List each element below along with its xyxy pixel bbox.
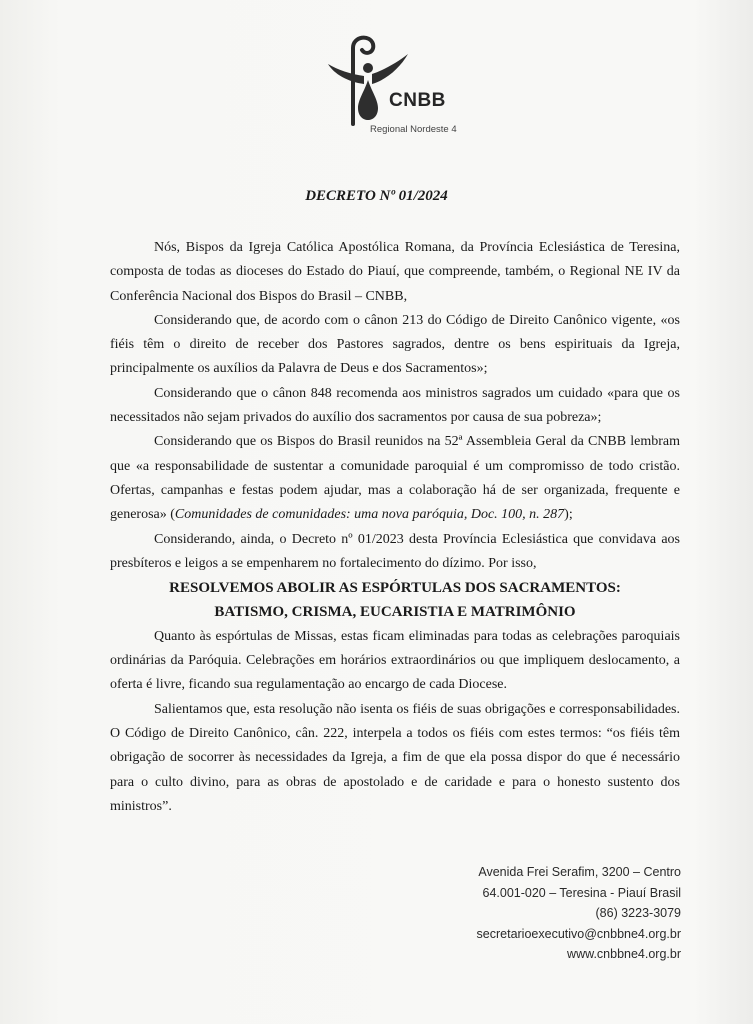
contact-footer bbox=[381, 862, 681, 965]
citation: Comunidades de comunidades: uma nova paróquia, Doc. 100, n. 287 bbox=[174, 507, 565, 523]
logo-region: Regional Nordeste 4 bbox=[370, 124, 457, 135]
paragraph-assembly-end: ); bbox=[564, 507, 573, 523]
footer-website: www.cnbbne4.org.br bbox=[567, 947, 681, 961]
resolution-heading bbox=[110, 576, 680, 625]
paragraph-assembly-text: Considerando que os Bispos do Brasil reunidos na 52ª Assembleia Geral da CNBB lembram que «a responsabilidade de sustentar a comunidade paroquial é um compromisso de todo cristão. Ofertas, campanhas e festas podem ajudar, mas a colaboração há de ser organizada, frequente e generosa» ( bbox=[110, 434, 680, 523]
decree-title: DECRETO Nº 01/2024 bbox=[305, 188, 448, 204]
logo-acronym: CNBB bbox=[389, 90, 446, 111]
cnbb-logo bbox=[320, 28, 460, 146]
paragraph-decree-2023: Considerando, ainda, o Decreto nº 01/2023 desta Província Eclesiástica que convidava aos presbíteros e leigos a se empenharem no fortalecimento do dízimo. Por isso, bbox=[110, 531, 680, 571]
paragraph-canon-222: Salientamos que, esta resolução não isenta os fiéis de suas obrigações e corresponsabilidades. O Código de Direito Canônico, cân. 222, interpela a todos os fiéis com estes termos: “os fiéis têm obrigação de socorrer às necessidades da Igreja, a fim de que ela possa dispor do que é necessário para o culto divino, para as obras de apostolado e de caridade e para o honesto sustento dos ministros”. bbox=[110, 701, 680, 814]
paragraph-canon-848: Considerando que o cânon 848 recomenda aos ministros sagrados um cuidado «para que os necessitados não sejam privados do auxílio dos sacramentos por causa de sua pobreza»; bbox=[110, 385, 680, 426]
resolution-heading-line2: BATISMO, CRISMA, EUCARISTIA E MATRIMÔNIO bbox=[214, 604, 576, 621]
decree-body bbox=[110, 236, 680, 819]
paragraph-preamble: Nós, Bispos da Igreja Católica Apostólica Romana, da Província Eclesiástica de Teresina, composta de todas as dioceses do Estado do Piauí, que compreende, também, o Regional NE IV da Conferência Nacional dos Bispos do Brasil – CNBB, bbox=[110, 240, 680, 304]
paragraph-assembly bbox=[110, 430, 680, 527]
footer-address: Avenida Frei Serafim, 3200 – Centro bbox=[478, 865, 681, 879]
footer-phone: (86) 3223-3079 bbox=[595, 906, 681, 920]
resolution-heading-line1: RESOLVEMOS ABOLIR AS ESPÓRTULAS DOS SACRAMENTOS: bbox=[169, 580, 621, 597]
footer-city: 64.001-020 – Teresina - Piauí Brasil bbox=[482, 885, 681, 900]
paragraph-mass-offerings: Quanto às espórtulas de Missas, estas ficam eliminadas para todas as celebrações paroquiais ordinárias da Paróquia. Celebrações em horários extraordinários ou que impliquem deslocamento, a oferta é livre, ficando sua regulamentação ao encargo de cada Diocese. bbox=[110, 628, 680, 693]
footer-email: secretarioexecutivo@cnbbne4.org.br bbox=[476, 926, 681, 941]
paragraph-canon-213: Considerando que, de acordo com o cânon 213 do Código de Direito Canônico vigente, «os fiéis têm o direito de receber dos Pastores sagrados, dentre os bens espirituais da Igreja, principalmente os auxílios da Palavra de Deus e dos Sacramentos»; bbox=[110, 312, 680, 377]
